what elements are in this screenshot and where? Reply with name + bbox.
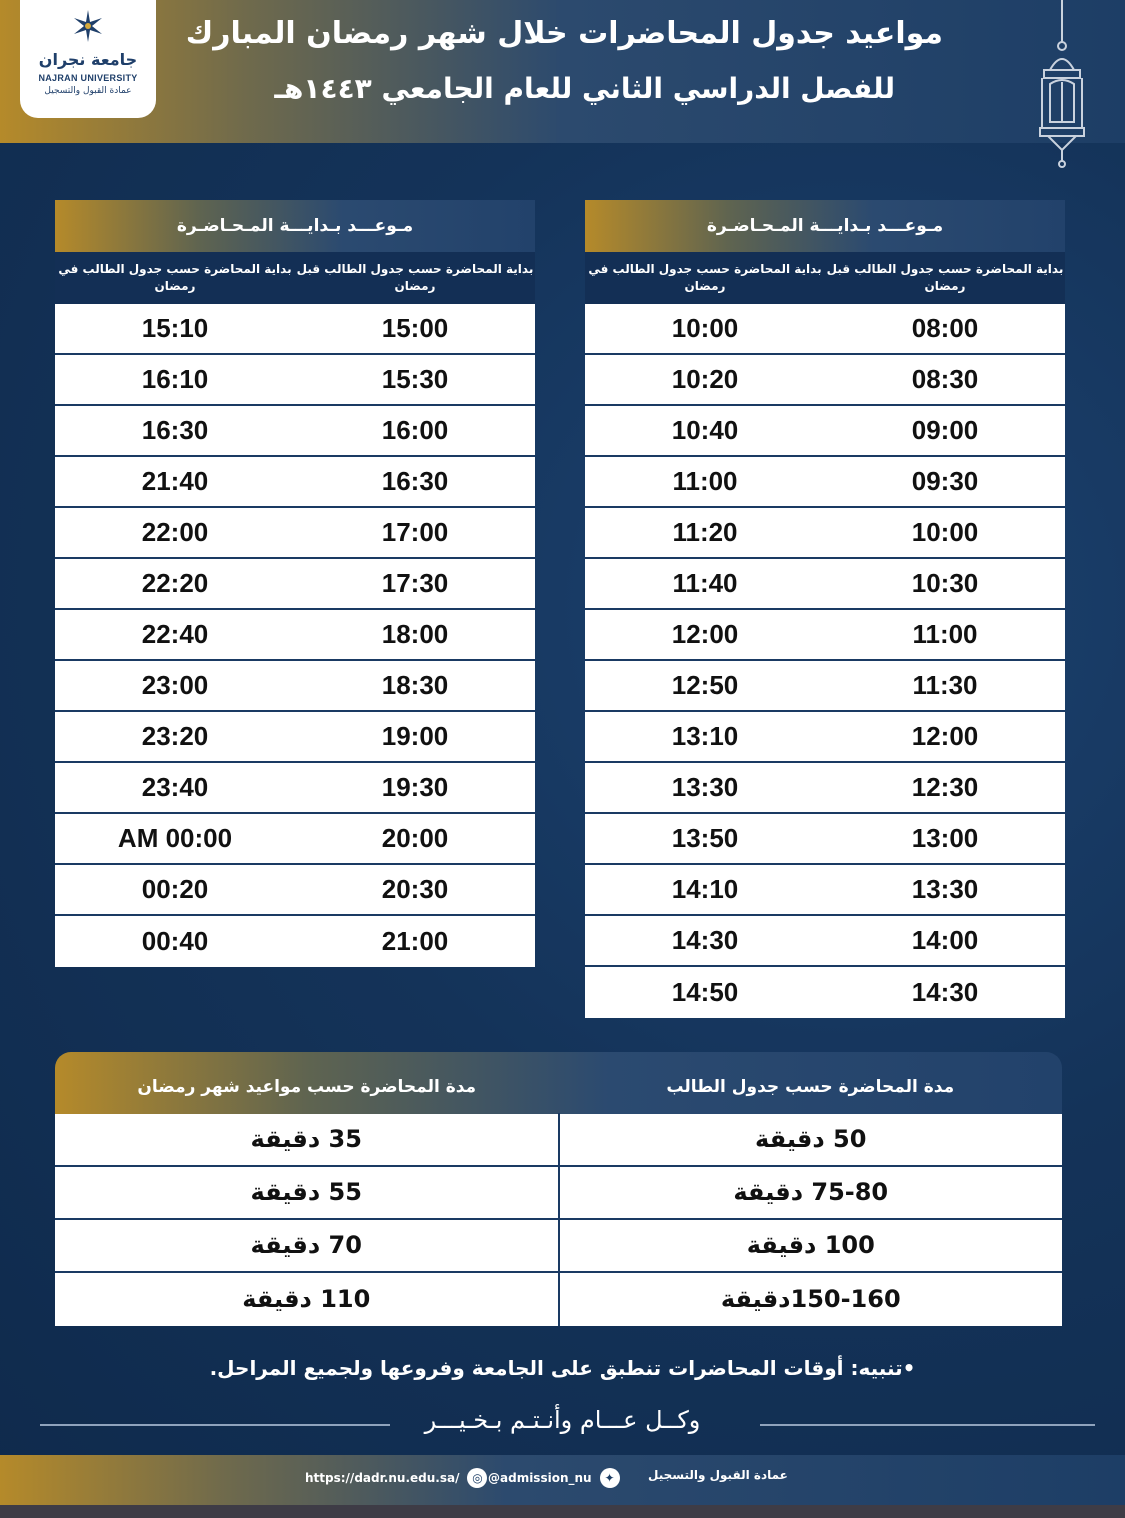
schedule-table-afternoon [55, 200, 535, 967]
table-row [55, 712, 535, 763]
cell-before: 12:00 [911, 721, 979, 751]
duration-table [55, 1052, 1062, 1326]
table-row [55, 814, 535, 865]
table-row [55, 508, 535, 559]
cell-before: 13:30 [911, 874, 979, 904]
table-row [55, 610, 535, 661]
cell-before: 15:30 [381, 364, 449, 394]
cell-before: 12:30 [911, 772, 979, 802]
cell-ramadan: 21:40 [141, 466, 209, 496]
cell-student-duration: 50 دقيقة [558, 1113, 1063, 1166]
cell-ramadan: 11:40 [672, 568, 738, 598]
cell-ramadan: 16:30 [141, 415, 209, 445]
notice-text: •تنبيه: أوقات المحاضرات تنطبق على الجامعة وفروعها ولجميع المراحل. [209, 1356, 916, 1380]
cell-before: 17:30 [381, 568, 449, 598]
column-header-before-ramadan: بداية المحاضرة حسب جدول الطالب قبل رمضان [826, 262, 1064, 293]
duration-table-body [55, 1114, 1062, 1326]
table-row [55, 457, 535, 508]
table-row [55, 1167, 1062, 1220]
table-row [585, 763, 1065, 814]
cell-ramadan: 22:40 [141, 619, 209, 649]
table-row [55, 355, 535, 406]
cell-ramadan: 23:20 [141, 721, 209, 751]
twitter-icon: ✦ [600, 1468, 620, 1488]
table-subheader [55, 252, 535, 304]
cell-before: 08:00 [911, 313, 979, 343]
cell-ramadan-duration: 110 دقيقة [242, 1285, 371, 1313]
cell-before: 16:30 [381, 466, 449, 496]
cell-ramadan: 10:20 [671, 364, 739, 394]
table-row [585, 661, 1065, 712]
cell-before: 20:30 [381, 874, 449, 904]
cell-before: 19:30 [381, 772, 449, 802]
table-row [55, 559, 535, 610]
column-header-student-duration: مدة المحاضرة حسب جدول الطالب [666, 1077, 955, 1097]
table-row [585, 967, 1065, 1018]
cell-ramadan: 10:00 [671, 313, 739, 343]
cell-before: 10:00 [911, 517, 979, 547]
cell-before: 09:00 [911, 415, 979, 445]
cell-ramadan: 10:40 [671, 415, 739, 445]
column-header-ramadan-duration: مدة المحاضرة حسب مواعيد شهر رمضان [137, 1077, 477, 1097]
table-row [585, 559, 1065, 610]
table-row [585, 814, 1065, 865]
cell-ramadan-duration: 70 دقيقة [250, 1231, 362, 1259]
page-title-line1: مواعيد جدول المحاضرات خلال شهر رمضان المبارك [185, 16, 943, 51]
lantern-icon [1030, 0, 1094, 170]
cell-ramadan: 14:10 [671, 874, 739, 904]
cell-ramadan: 14:50 [671, 977, 739, 1007]
cell-before: 11:30 [912, 670, 978, 700]
cell-before: 09:30 [911, 466, 979, 496]
cell-student-duration: 75-80 دقيقة [558, 1166, 1063, 1219]
cell-ramadan: 22:20 [141, 568, 209, 598]
cell-ramadan: 00:20 [141, 874, 209, 904]
footer-department-label: عمادة القبول والتسجيل [648, 1468, 788, 1482]
cell-student-duration: 150-160دقيقة [558, 1273, 1063, 1326]
column-header-before-ramadan: بداية المحاضرة حسب جدول الطالب قبل رمضان [296, 262, 534, 293]
cell-ramadan: 22:00 [141, 517, 209, 547]
table-row [55, 865, 535, 916]
footer-twitter[interactable] [488, 1468, 620, 1488]
cell-before: 11:00 [912, 619, 978, 649]
cell-before: 10:30 [911, 568, 979, 598]
table-row [55, 661, 535, 712]
cell-before: 08:30 [911, 364, 979, 394]
page-title-line2: للفصل الدراسي الثاني للعام الجامعي ١٤٤٣هـ [274, 72, 895, 105]
cell-before: 17:00 [381, 517, 449, 547]
cell-before: 15:00 [381, 313, 449, 343]
twitter-handle[interactable]: @admission_nu [488, 1471, 592, 1485]
table-row [55, 1114, 1062, 1167]
duration-table-header [55, 1052, 1062, 1114]
table-row [585, 712, 1065, 763]
table-row [55, 916, 535, 967]
cell-ramadan: 12:50 [671, 670, 739, 700]
table-row [55, 763, 535, 814]
table-body [585, 304, 1065, 1018]
logo-name-arabic: جامعة نجران [38, 50, 138, 69]
website-link[interactable]: https://dadr.nu.edu.sa/ [305, 1471, 460, 1485]
table-row [585, 457, 1065, 508]
table-subheader [585, 252, 1065, 304]
cell-ramadan-duration: 55 دقيقة [250, 1178, 362, 1206]
cell-ramadan: 15:10 [141, 313, 209, 343]
cell-ramadan: 13:50 [671, 823, 739, 853]
cell-before: 18:00 [381, 619, 449, 649]
table-row [585, 865, 1065, 916]
logo-name-english: NAJRAN UNIVERSITY [38, 73, 138, 83]
table-row [585, 355, 1065, 406]
cell-ramadan: 16:10 [141, 364, 209, 394]
table-heading: مـوعـــد بـدايـــة المـحـاضـرة [55, 200, 535, 252]
schedule-table-morning [585, 200, 1065, 1018]
cell-ramadan: 13:10 [671, 721, 739, 751]
cell-ramadan: 14:30 [671, 925, 739, 955]
table-row [55, 1273, 1062, 1326]
footer-website[interactable] [305, 1468, 487, 1488]
column-header-in-ramadan: بداية المحاضرة حسب جدول الطالب في رمضان [588, 262, 822, 293]
cell-ramadan: 12:00 [671, 619, 739, 649]
university-logo [20, 0, 156, 118]
cell-before: 16:00 [381, 415, 449, 445]
cell-ramadan: 13:30 [671, 772, 739, 802]
cell-ramadan: 23:00 [141, 670, 209, 700]
table-row [585, 406, 1065, 457]
logo-department: عمادة القبول والتسجيل [44, 86, 132, 96]
greeting-text: وكــل عـــام وأنـتـم بـخـيـــر [424, 1406, 701, 1434]
table-row [585, 304, 1065, 355]
cell-student-duration: 100 دقيقة [558, 1219, 1063, 1272]
cell-before: 21:00 [381, 926, 449, 956]
cell-before: 14:00 [911, 925, 979, 955]
table-heading: مـوعـــد بـدايـــة المـحـاضـرة [585, 200, 1065, 252]
table-row [55, 406, 535, 457]
column-header-in-ramadan: بداية المحاضرة حسب جدول الطالب في رمضان [58, 262, 292, 293]
cell-ramadan-duration: 35 دقيقة [250, 1125, 362, 1153]
table-row [55, 304, 535, 355]
cell-ramadan: 00:40 [141, 926, 209, 956]
cell-ramadan: 23:40 [141, 772, 209, 802]
cell-before: 14:30 [911, 977, 979, 1007]
cell-before: 13:00 [911, 823, 979, 853]
cell-ramadan: 11:00 [672, 466, 738, 496]
cell-before: 18:30 [381, 670, 449, 700]
table-row [585, 610, 1065, 661]
cell-before: 19:00 [381, 721, 449, 751]
table-row [55, 1220, 1062, 1273]
table-row [585, 916, 1065, 967]
footer-department [648, 1468, 788, 1482]
table-body [55, 304, 535, 967]
university-logo-star-icon [70, 8, 106, 44]
footer-strip [0, 1505, 1125, 1518]
globe-icon: ◎ [467, 1468, 487, 1488]
cell-before: 20:00 [381, 823, 449, 853]
cell-ramadan: AM 00:00 [117, 823, 233, 853]
cell-ramadan: 11:20 [672, 517, 738, 547]
table-row [585, 508, 1065, 559]
